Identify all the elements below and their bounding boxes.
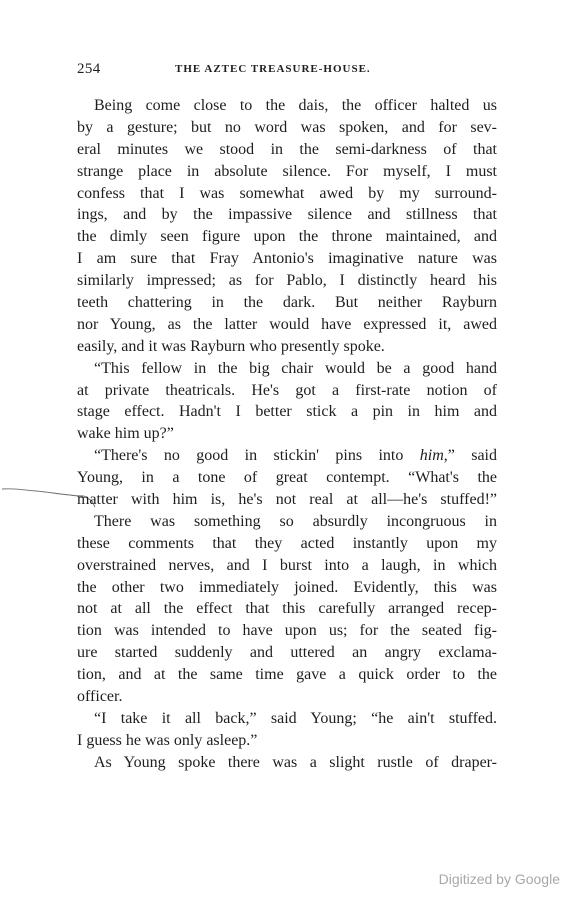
text-line: ings, and by the impassive silence and stillness that bbox=[77, 206, 497, 224]
page-number: 254 bbox=[77, 61, 101, 77]
text-line: “This fellow in the big chair would be a good hand bbox=[94, 359, 497, 377]
text-line: As Young spoke there was a slight rustle of draper- bbox=[94, 753, 497, 771]
text-line: teeth chattering in the dark. But neither Rayburn bbox=[77, 294, 497, 312]
text-line: There was something so absurdly incongruous in bbox=[94, 512, 497, 530]
running-title: THE AZTEC TREASURE-HOUSE. bbox=[175, 63, 371, 75]
text-line: Young, in a tone of great contempt. “What's the bbox=[77, 469, 497, 487]
text-line: these comments that they acted instantly upon my bbox=[77, 534, 497, 552]
text-line: overstrained nerves, and I burst into a laugh, in which bbox=[77, 556, 497, 574]
text-line: ure started suddenly and uttered an angry exclama- bbox=[77, 644, 497, 662]
running-head bbox=[77, 61, 497, 81]
text-line: the dimly seen figure upon the throne maintained, and bbox=[77, 228, 497, 246]
text-line: I am sure that Fray Antonio's imaginative nature was bbox=[77, 250, 497, 268]
text-line: strange place in absolute silence. For myself, I must bbox=[77, 162, 497, 180]
text-line: “There's no good in stickin' pins into him,” said bbox=[94, 447, 498, 465]
text-line: easily, and it was Rayburn who presently spoke. bbox=[77, 337, 385, 355]
text-line: wake him up?” bbox=[77, 425, 174, 443]
text-line: the other two immediately joined. Evidently, this was bbox=[77, 578, 497, 596]
text-line: by a gesture; but no word was spoken, and for sev- bbox=[77, 118, 497, 136]
text-line: “I take it all back,” said Young; “he ain't stuffed. bbox=[94, 709, 497, 727]
text-line: confess that I was somewhat awed by my surround- bbox=[77, 184, 497, 202]
text-line: eral minutes we stood in the semi-darkness of that bbox=[77, 140, 497, 158]
text-line: similarly impressed; as for Pablo, I distinctly heard his bbox=[77, 272, 497, 290]
text-line: Being come close to the dais, the officer halted us bbox=[94, 97, 497, 114]
text-line: I guess he was only asleep.” bbox=[77, 731, 258, 749]
text-line: tion was intended to have upon us; for the seated fig- bbox=[77, 622, 497, 640]
text-line: at private theatricals. He's got a first-rate notion of bbox=[77, 381, 497, 399]
text-line: not at all the effect that this carefully arranged recep- bbox=[77, 600, 497, 618]
text-line: matter with him is, he's not real at all—he's stuffed!” bbox=[77, 491, 497, 509]
body-text bbox=[77, 95, 497, 774]
text-line: tion, and at the same time gave a quick order to the bbox=[77, 666, 497, 684]
digitized-by-google-watermark: Digitized by Google bbox=[438, 871, 560, 887]
text-line: nor Young, as the latter would have expressed it, awed bbox=[77, 315, 497, 333]
text-line: stage effect. Hadn't I better stick a pin in him and bbox=[77, 403, 497, 421]
text-line: officer. bbox=[77, 688, 123, 706]
